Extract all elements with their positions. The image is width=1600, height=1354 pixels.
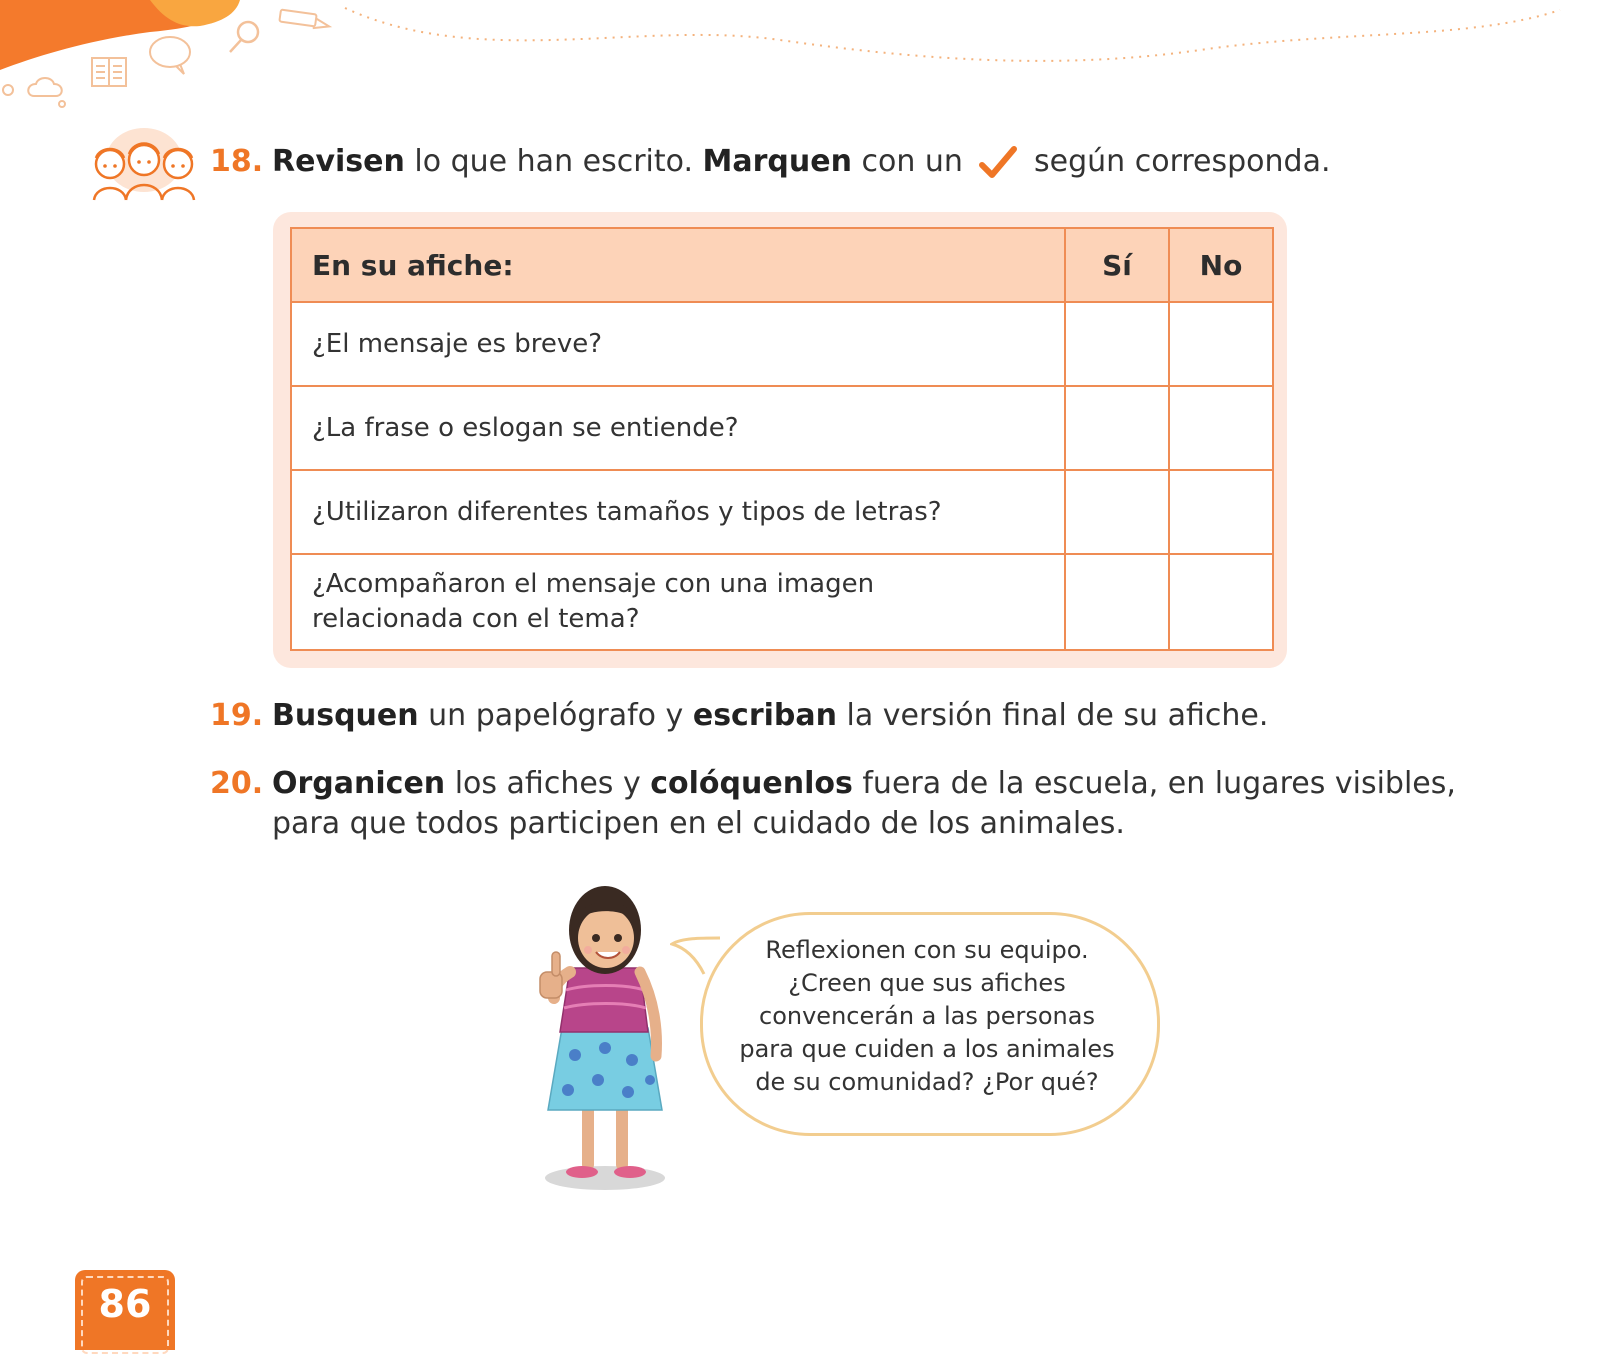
activity-20 (210, 764, 1456, 844)
cloud-icon (3, 78, 65, 107)
instruction-verb: Busquen (272, 698, 419, 733)
header-no: No (1169, 228, 1273, 302)
activity-number: 18. (210, 144, 264, 179)
table-header-row (291, 228, 1273, 302)
speech-bubble-text (712, 934, 1142, 1099)
instruction-verb: escriban (692, 698, 837, 733)
magnifier-icon (230, 22, 258, 52)
instruction-text: lo que han escrito. (404, 144, 703, 179)
header-criteria: En su afiche: (291, 228, 1065, 302)
question-cell: ¿Utilizaron diferentes tamaños y tipos de letras? (291, 470, 1065, 554)
header-yes: Sí (1065, 228, 1169, 302)
question-line: ¿Acompañaron el mensaje con una imagen (312, 569, 875, 599)
instruction-text: según corresponda. (1034, 144, 1331, 179)
yes-checkbox-cell[interactable] (1065, 386, 1169, 470)
no-checkbox-cell[interactable] (1169, 470, 1273, 554)
dotted-wave-line (345, 8, 1560, 61)
bubble-line: convencerán a las personas (759, 1002, 1095, 1030)
instruction-text: para que todos participen en el cuidado de los animales. (272, 806, 1125, 841)
instruction-text: la versión final de su afiche. (836, 698, 1269, 733)
instruction-text: con un (851, 144, 963, 179)
activity-number: 19. (210, 698, 264, 733)
table-row (291, 554, 1273, 650)
instruction-verb: Revisen (272, 144, 405, 179)
team-icon (88, 126, 200, 202)
no-checkbox-cell[interactable] (1169, 386, 1273, 470)
question-cell (291, 554, 1065, 650)
table-row (291, 470, 1273, 554)
bubble-line: ¿Creen que sus afiches (788, 969, 1066, 997)
bubble-line: Reflexionen con su equipo. (765, 936, 1089, 964)
instruction-verb: Marquen (702, 144, 852, 179)
instruction-text: un papelógrafo y (418, 698, 693, 733)
yes-checkbox-cell[interactable] (1065, 302, 1169, 386)
activity-19 (210, 696, 1268, 736)
activity-18 (210, 142, 1331, 182)
instruction-text: fuera de la escuela, en lugares visibles, (852, 766, 1456, 801)
bubble-line: de su comunidad? ¿Por qué? (755, 1068, 1099, 1096)
book-icon (92, 58, 126, 86)
question-cell: ¿El mensaje es breve? (291, 302, 1065, 386)
question-cell: ¿La frase o eslogan se entiende? (291, 386, 1065, 470)
instruction-verb: Organicen (272, 766, 446, 801)
no-checkbox-cell[interactable] (1169, 302, 1273, 386)
speech-icon (150, 37, 190, 74)
checklist-table (290, 227, 1274, 651)
table-row (291, 386, 1273, 470)
table-row (291, 302, 1273, 386)
yes-checkbox-cell[interactable] (1065, 470, 1169, 554)
question-line: relacionada con el tema? (312, 604, 640, 634)
instruction-text: los afiches y (445, 766, 651, 801)
bubble-line: para que cuiden a los animales (739, 1035, 1115, 1063)
page-number: 86 (98, 1282, 152, 1326)
activity-number: 20. (210, 766, 264, 801)
instruction-verb: colóquenlos (650, 766, 853, 801)
pencil-icon (279, 10, 330, 31)
girl-illustration (530, 880, 690, 1200)
top-decoration (0, 0, 1600, 120)
no-checkbox-cell[interactable] (1169, 554, 1273, 650)
yes-checkbox-cell[interactable] (1065, 554, 1169, 650)
checkmark-icon (978, 145, 1018, 181)
